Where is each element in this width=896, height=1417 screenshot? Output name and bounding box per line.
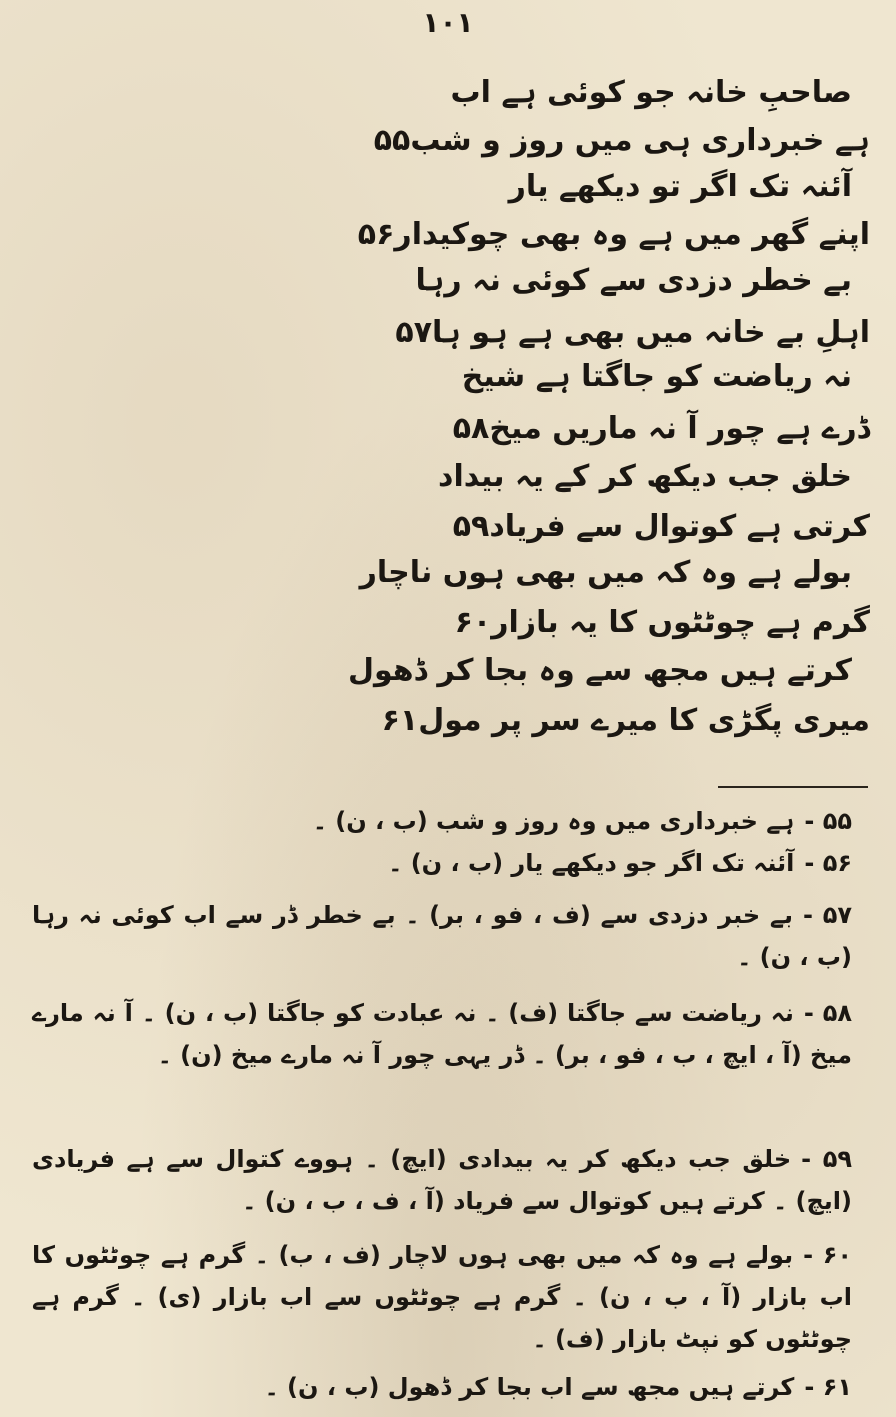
footnote-number: ۵۸ -: [803, 999, 853, 1027]
verse-line: کرتی ہے کوتوال سے فریاد۵۹: [452, 509, 870, 544]
footnote: ۵۵ -ہے خبرداری میں وہ روز و شب (ب ، ن) ۔: [312, 807, 852, 835]
page-number: ۱۰۱: [422, 6, 474, 39]
footnote-number: ۵۶ -: [804, 849, 852, 877]
footnote-number: ۶۱ -: [804, 1373, 852, 1401]
verse-line: نہ ریاضت کو جاگتا ہے شیخ: [461, 359, 852, 394]
footnote-number: ۵۵ -: [804, 807, 852, 835]
verse-number: ۶۱: [381, 703, 419, 738]
footnote-number: ۵۹ -: [801, 1145, 852, 1173]
verse-line: ڈرے ہے چور آ نہ ماریں میخ۵۸: [452, 411, 870, 446]
verse-number: ۵۷: [395, 315, 433, 350]
footnote: ۵۶ -آئنہ تک اگر جو دیکھے یار (ب ، ن) ۔: [388, 849, 852, 877]
verse-line: کرتے ہیں مجھ سے وہ بجا کر ڈھول: [347, 653, 852, 688]
verse-line: میری پگڑی کا میرے سر پر مول۶۱: [381, 703, 870, 738]
footnote-divider: [718, 786, 868, 788]
verse-number: ۵۵: [373, 123, 411, 158]
verse-number: ۵۹: [452, 509, 490, 544]
verse-number: ۶۰: [454, 605, 492, 640]
verse-line: اپنے گھر میں ہے وہ بھی چوکیدار۵۶: [357, 217, 870, 252]
verse-line: بولے ہے وہ کہ میں بھی ہوں ناچار: [359, 555, 852, 590]
verse-line: خلق جب دیکھ کر کے یہ بیداد: [438, 459, 852, 494]
verse-line: گرم ہے چوٹٹوں کا یہ بازار۶۰: [454, 605, 870, 640]
footnote-number: ۶۰ -: [803, 1241, 852, 1269]
verse-line: بے خطر دزدی سے کوئی نہ رہا: [415, 263, 852, 298]
verse-number: ۵۶: [357, 217, 395, 252]
footnote: ۵۷ -بے خبر دزدی سے (ف ، فو ، بر) ۔ بے خطر ڈر سے اب کوئی نہ رہا (ب ، ن) ۔: [32, 901, 852, 971]
verse-line: اہلِ بے خانہ میں بھی ہے ہو ہا۵۷: [395, 315, 870, 350]
footnote-number: ۵۷ -: [802, 901, 852, 929]
footnote: ۵۸ -نہ ریاضت سے جاگتا (ف) ۔ نہ عبادت کو جاگتا (ب ، ن) ۔ آ نہ مارے میخ (آ ، ایچ ، ب ، فو ، بر) ۔ ڈر یہی چور آ نہ مارے میخ (ن) ۔: [32, 999, 853, 1069]
verse-line: آئنہ تک اگر تو دیکھے یار: [508, 169, 852, 204]
verse-line: صاحبِ خانہ جو کوئی ہے اب: [450, 75, 852, 110]
footnote: ۶۰ -بولے ہے وہ کہ میں بھی ہوں لاچار (ف ، ب) ۔ گرم ہے چوٹٹوں کا اب بازار (آ ، ب ، ن) ۔ گرم ہے چوٹٹوں سے اب بازار (ی) ۔ گرم ہے چوٹٹوں کو نپٹ بازار (ف) ۔: [32, 1241, 852, 1353]
footnote: ۶۱ -کرتے ہیں مجھ سے اب بجا کر ڈھول (ب ، ن) ۔: [264, 1373, 852, 1401]
verse-line: ہے خبرداری ہی میں روز و شب۵۵: [373, 123, 870, 158]
verse-number: ۵۸: [452, 411, 490, 446]
footnote: ۵۹ -خلق جب دیکھ کر یہ بیدادی (ایچ) ۔ ہووے کتوال سے ہے فریادی (ایچ) ۔ کرتے ہیں کوتوال سے فریاد (آ ، ف ، ب ، ن) ۔: [32, 1145, 852, 1215]
